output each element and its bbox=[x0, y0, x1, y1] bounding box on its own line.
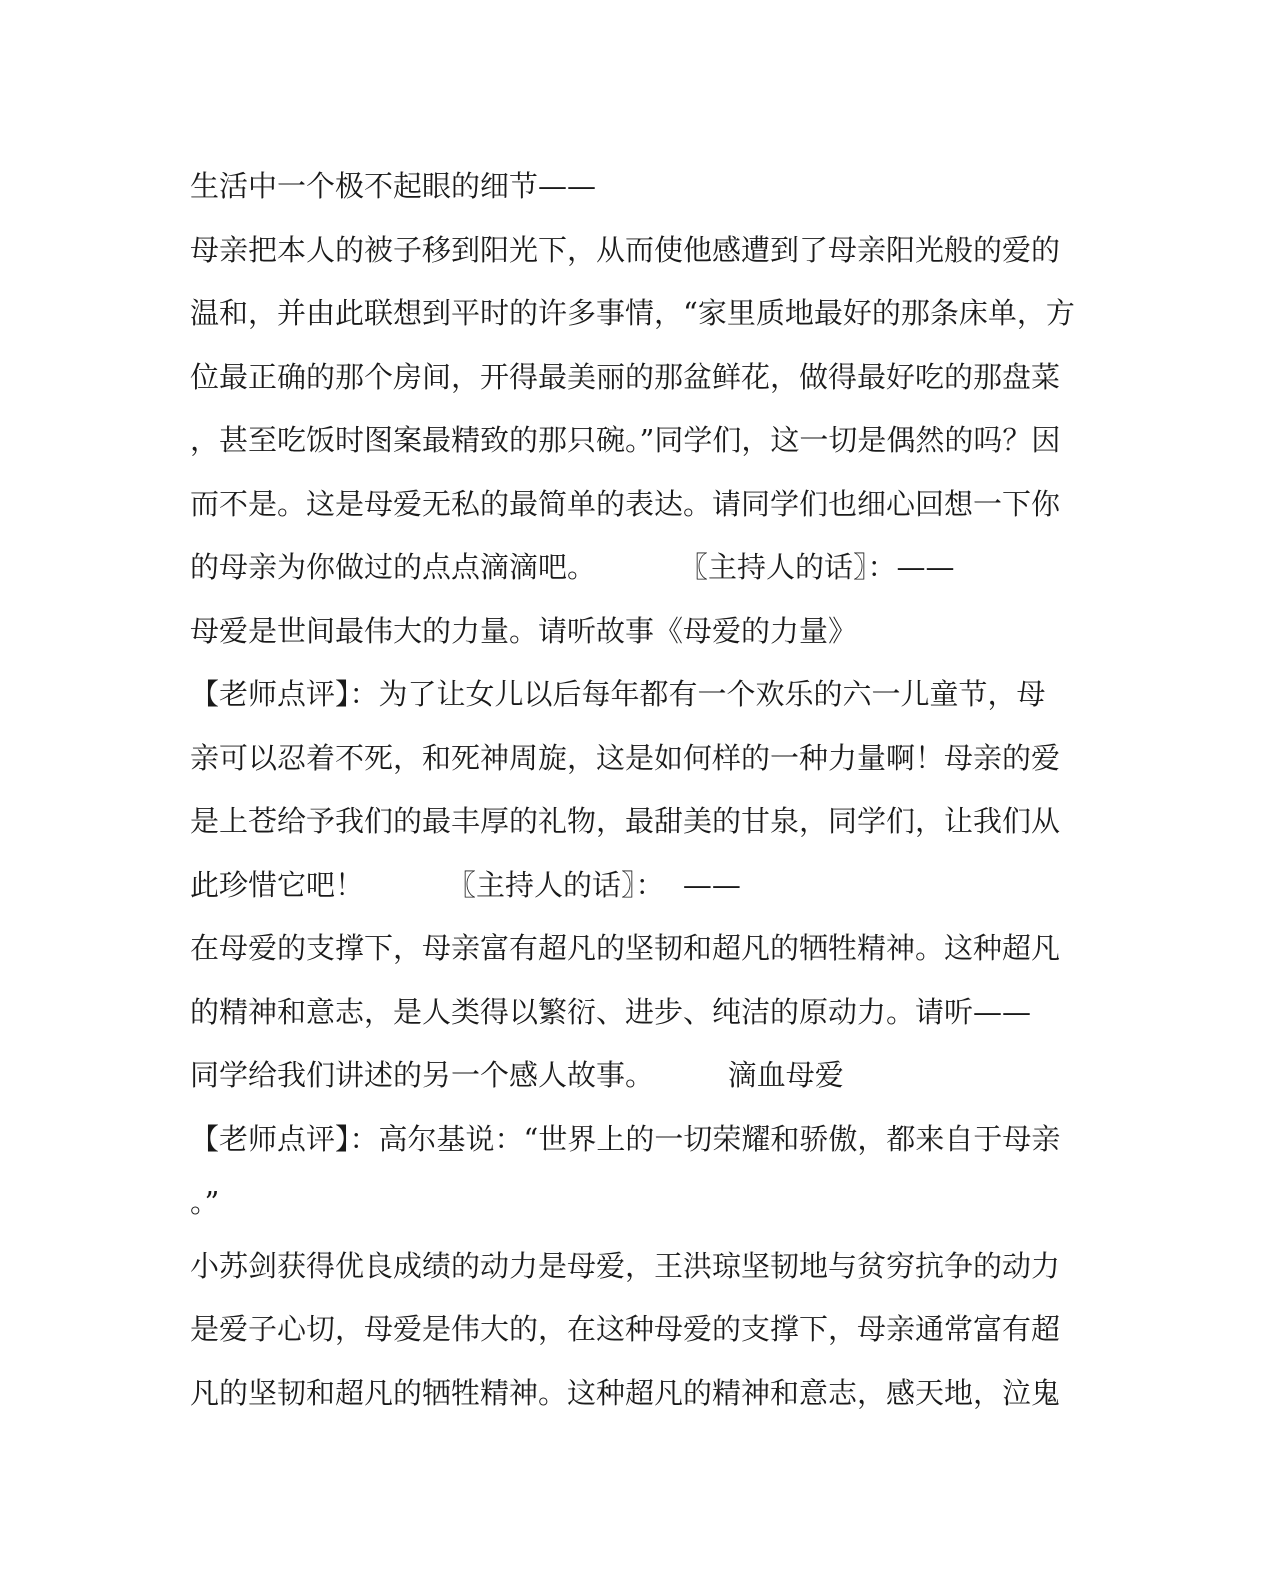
text-line: 亲可以忍着不死，和死神周旋，这是如何样的一种力量啊！母亲的爱 bbox=[190, 740, 1061, 775]
text-line: ，甚至吃饭时图案最精致的那只碗。”同学们，这一切是偶然的吗？因 bbox=[190, 423, 1061, 457]
text-line: 【老师点评】：为了让女儿以后每年都有一个欢乐的六一儿童节，母 bbox=[190, 677, 1046, 711]
text-line: 生活中一个极不起眼的细节—— bbox=[190, 169, 597, 203]
text-line: 母爱是世间最伟大的力量。请听故事《母爱的力量》 bbox=[190, 613, 858, 648]
text-line: 是上苍给予我们的最丰厚的礼物，最甜美的甘泉，同学们，让我们从 bbox=[190, 804, 1061, 838]
text-line: 温和，并由此联想到平时的许多事情，“家里质地最好的那条床单，方 bbox=[190, 296, 1075, 330]
text-line: 【老师点评】：高尔基说：“世界上的一切荣耀和骄傲，都来自于母亲 bbox=[190, 1121, 1061, 1156]
text-line: 是爱子心切，母爱是伟大的，在这种母爱的支撑下，母亲通常富有超 bbox=[190, 1312, 1061, 1346]
text-line: 的母亲为你做过的点点滴滴吧。 〖主持人的话〗：—— bbox=[190, 550, 955, 584]
text-line: 。” bbox=[190, 1185, 220, 1219]
text-line: 母亲把本人的被子移到阳光下，从而使他感遭到了母亲阳光般的爱的 bbox=[190, 232, 1061, 267]
document-body bbox=[190, 155, 1090, 1425]
text-line: 此珍惜它吧！ 〖主持人的话〗： —— bbox=[190, 867, 741, 902]
text-line: 而不是。这是母爱无私的最简单的表达。请同学们也细心回想一下你 bbox=[190, 486, 1061, 521]
text-line: 小苏剑获得优良成绩的动力是母爱，王洪琼坚韧地与贫穷抗争的动力 bbox=[190, 1248, 1061, 1283]
text-line: 凡的坚韧和超凡的牺牲精神。这种超凡的精神和意志，感天地，泣鬼 bbox=[190, 1375, 1061, 1410]
text-line: 在母爱的支撑下，母亲富有超凡的坚韧和超凡的牺牲精神。这种超凡 bbox=[190, 931, 1061, 965]
text-line: 位最正确的那个房间，开得最美丽的那盆鲜花，做得最好吃的那盘菜 bbox=[190, 359, 1061, 394]
text-line: 的精神和意志，是人类得以繁衍、进步、纯洁的原动力。请听—— bbox=[190, 994, 1032, 1029]
text-line: 同学给我们讲述的另一个感人故事。 滴血母爱 bbox=[190, 1058, 844, 1092]
